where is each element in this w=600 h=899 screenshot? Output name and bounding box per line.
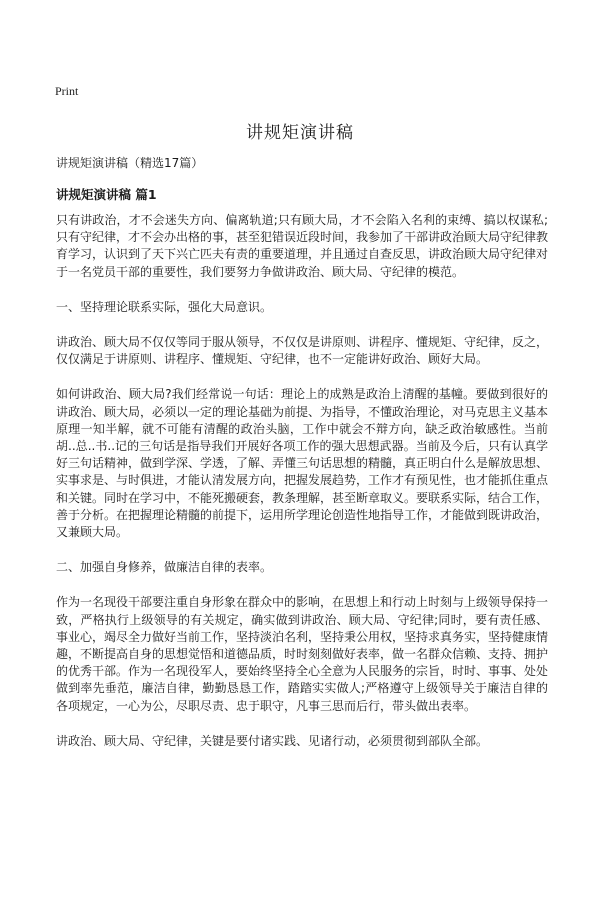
body-paragraph: 作为一名现役干部要注重自身形象在群众中的影响，在思想上和行动上时刻与上级领导保持一致，严格执行上级领导的有关规定，确实做到讲政治、顾大局、守纪律;同时，要有责任感、事业心，竭尽全力做好当前工作，坚持淡泊名利，坚持秉公用权，坚持求真务实，坚持健康情趣，不断提高自身的思想觉悟和道德品质，时时刻刻做好表率，做一名群众信赖、支持、拥护的优秀干部。作为一名现役军人，要始终坚持全心全意为人民服务的宗旨，时时、事事、处处做到率先垂范，廉洁自律，勤勤恳恳工作，踏踏实实做人;严格遵守上级领导关于廉洁自律的各项规定，一心为公，尽职尽责、忠于职守，凡事三思而后行，带头做出表率。: [56, 595, 549, 713]
document-title: 讲规矩演讲稿: [246, 123, 354, 143]
section-heading: 讲规矩演讲稿 篇1: [56, 187, 157, 202]
print-link[interactable]: Print: [55, 84, 79, 98]
body-paragraph: 如何讲政治、顾大局?我们经常说一句话：理论上的成熟是政治上清醒的基幢。要做到很好的讲政治、顾大局，必须以一定的理论基础为前提、为指导，不懂政治理论，对马克思主义基本原理一知半解，就不可能有清醒的政治头脑，工作中就会不辩方向，缺乏政治敏感性。当前胡..总..书..记的三句话是指导我们开展好各项工作的强大思想武器。当前及今后，只有认真学好三句话精神，做到学深、学透，了解、弄懂三句话思想的精髓，真正明白什么是解放思想、实事求是、与时俱进，才能认清发展方向，把握发展趋势，工作才有预见性，也才能抓住重点和关键。同时在学习中，不能死搬硬套，教条理解，甚至断章取义。要联系实际，结合工作，善于分析。在把握理论精髓的前提下，运用所学理论创造性地指导工作，才能做到既讲政治，又兼顾大局。: [56, 387, 549, 540]
body-subheading: 二、加强自身修养，做廉洁自律的表率。: [56, 560, 273, 575]
document-subtitle: 讲规矩演讲稿（精选17篇）: [56, 156, 204, 170]
body-paragraph: 只有讲政治，才不会迷失方向、偏离轨道;只有顾大局，才不会陷入名利的束缚、搞以权谋私;只有守纪律，才不会办出格的事，甚至犯错误近段时间，我参加了干部讲政治顾大局守纪律教育学习，认识到了天下兴亡匹夫有责的重要道理，并且通过自查反思，讲政治顾大局守纪律对于一名党员干部的重要性，我们要努力争做讲政治、顾大局、守纪律的模范。: [56, 213, 549, 279]
document-body: [56, 212, 548, 768]
body-paragraph: 讲政治、顾大局不仅仅等同于服从领导，不仅仅是讲原则、讲程序、懂规矩、守纪律，反之，仅仅满足于讲原则、讲程序、懂规矩、守纪律，也不一定能讲好政治、顾好大局。: [56, 335, 549, 367]
body-paragraph: 讲政治、顾大局、守纪律，关键是要付诸实践、见诸行动，必须贯彻到部队全部。: [56, 733, 489, 748]
body-subheading: 一、坚持理论联系实际，强化大局意识。: [56, 299, 273, 314]
